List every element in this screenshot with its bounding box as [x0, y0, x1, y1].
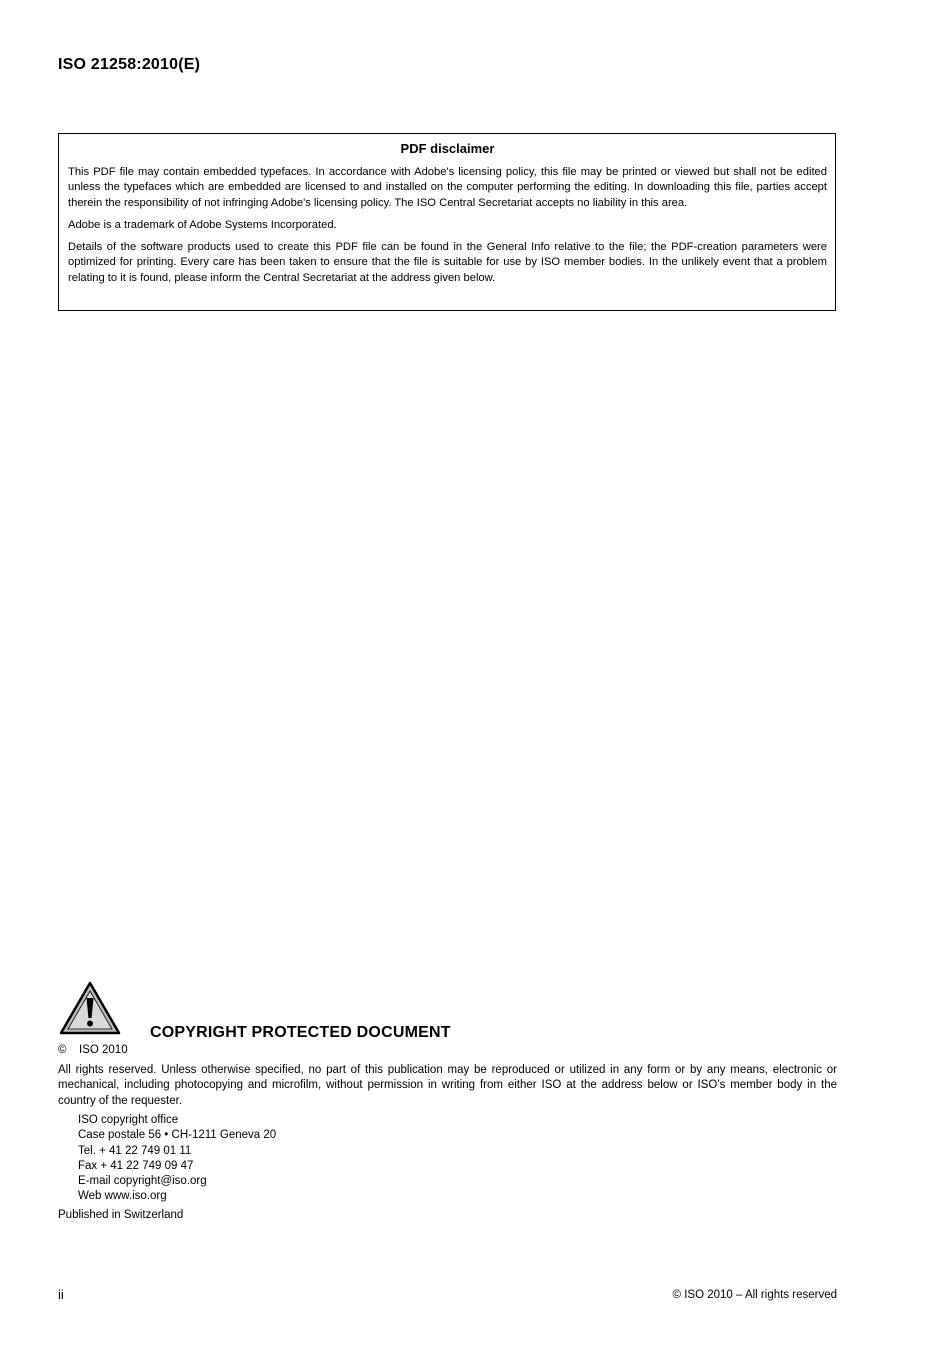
address-line-web: Web www.iso.org [78, 1190, 167, 1203]
document-code: ISO 21258:2010(E) [58, 56, 201, 73]
copyright-holder: ISO 2010 [79, 1044, 128, 1056]
address-line-email: E-mail copyright@iso.org [78, 1175, 207, 1188]
disclaimer-title: PDF disclaimer [400, 141, 495, 156]
disclaimer-paragraph-typefaces: This PDF file may contain embedded typefaces. In accordance with Adobe's licensing policy, this file may be printed or viewed but shall not be edited unless the typefaces which are embedded are licensed to and installed on the computer performing the editing. In downloading this file, parties accept therein the responsibility of not infringing Adobe's licensing policy. The ISO Central Secretariat accepts no liability in this area. [68, 166, 827, 209]
copyright-symbol: © [58, 1044, 67, 1056]
disclaimer-paragraph-trademark: Adobe is a trademark of Adobe Systems Incorporated. [68, 218, 337, 231]
address-line-tel: Tel. + 41 22 749 01 11 [78, 1144, 192, 1157]
disclaimer-paragraph-details: Details of the software products used to create this PDF file can be found in the General Info relative to the file; the PDF-creation parameters were optimized for printing. Every care has been taken to ensure that the file is suitable for use by ISO member bodies. In the unlikely event that a problem relating to it is found, please inform the Central Secretariat at the address given below. [68, 241, 827, 284]
copyright-heading: COPYRIGHT PROTECTED DOCUMENT [150, 1024, 451, 1041]
rights-reserved-text: All rights reserved. Unless otherwise specified, no part of this publication may be reproduced or utilized in any form or by any means, electronic or mechanical, including photocopying and microfilm, without permission in writing from either ISO at the address below or ISO's member body in the country of the requester. [58, 1064, 837, 1107]
pdf-disclaimer-box [58, 133, 836, 311]
footer-copyright: © ISO 2010 – All rights reserved [672, 1289, 837, 1301]
copyright-office-address [78, 1113, 276, 1205]
address-line-office: ISO copyright office [78, 1114, 179, 1126]
address-line-postal: Case postale 56 • CH-1211 Geneva 20 [78, 1129, 277, 1142]
warning-triangle-icon [58, 980, 122, 1036]
page-number: ii [58, 1287, 64, 1302]
copyright-notice [58, 1044, 128, 1056]
published-location: Published in Switzerland [58, 1209, 184, 1221]
address-line-fax: Fax + 41 22 749 09 47 [78, 1159, 194, 1172]
